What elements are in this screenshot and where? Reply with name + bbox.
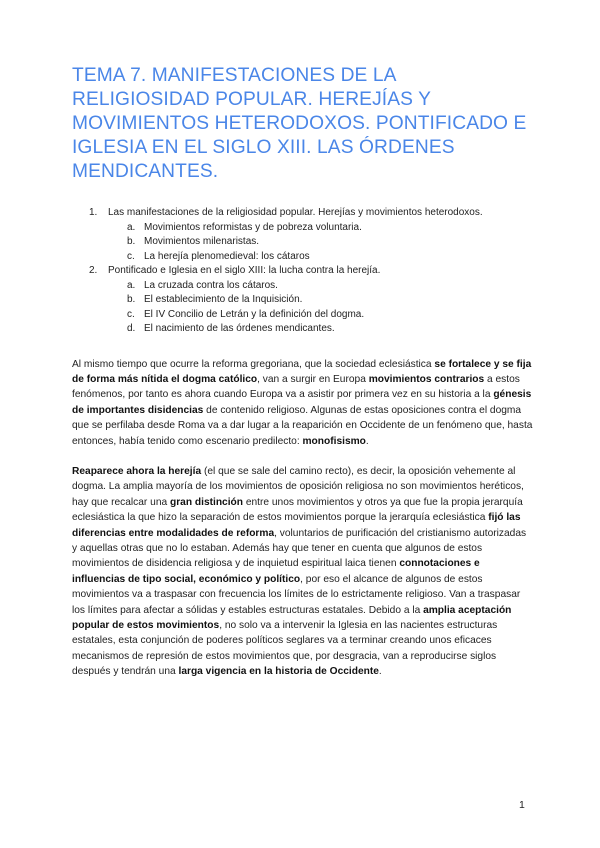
outline-subitem-text: El establecimiento de la Inquisición. — [144, 294, 303, 305]
outline-item — [72, 264, 534, 279]
outline-subitem-letter: a. — [127, 221, 136, 233]
bold-text: monofisismo — [302, 435, 366, 447]
outline-subitem-text: El nacimiento de las órdenes mendicantes. — [144, 323, 335, 334]
outline-subitem — [72, 221, 534, 236]
document-page — [72, 64, 534, 680]
outline-subitem-letter: c. — [127, 308, 135, 320]
outline-subitem — [72, 293, 534, 308]
bold-text: connotaciones e influencias de tipo social, económico y político — [72, 558, 480, 585]
text-run: a estos fenómenos, por tanto es ahora cuando Europa va a asistir por primera vez en su historia a la — [72, 373, 520, 401]
outline-item — [72, 206, 534, 221]
outline-subitem-letter: a. — [127, 279, 136, 291]
bold-text: génesis de importantes disidencias — [72, 389, 532, 416]
outline-item-number: 2. — [89, 265, 98, 276]
text-run: entre unos movimientos y otros ya que fue la propia jerarquía eclesiástica la que hizo la separación de estos movimientos porque la jerarquía eclesiástica — [72, 496, 523, 524]
outline-subitem-text: Movimientos milenaristas. — [144, 236, 260, 247]
outline-subitem — [72, 279, 534, 294]
outline-subitem-text: La cruzada contra los cátaros. — [144, 279, 278, 291]
bold-text: Reaparece ahora la herejía — [72, 465, 202, 477]
bold-text: fijó las diferencias entre modalidades de reforma — [72, 512, 521, 539]
text-run: , no solo va a intervenir la Iglesia en las nacientes estructuras estatales, esta conjunción de poderes políticos seglares va a terminar creando unos eficaces mecanismos de represión de estos movimientos que, por desgracia, van a reproducirse siglos después y tendrán una — [72, 620, 498, 678]
text-run: , por eso el alcance de algunos de estos movimientos va a traspasar con frecuencia los límites de lo estrictamente religioso. Van a traspasar los límites para afectar a sólidas y estables estructuras estatales. Debido a la — [72, 573, 521, 616]
outline-subitem-letter: d. — [127, 323, 136, 334]
text-run: . — [378, 666, 382, 678]
outline-item-number: 1. — [89, 207, 98, 218]
bold-text: movimientos contrarios — [368, 373, 485, 385]
outline-item-text: Las manifestaciones de la religiosidad popular. Herejías y movimientos heterodoxos. — [108, 207, 483, 218]
outline-subitem-letter: b. — [127, 294, 136, 305]
text-run: Al mismo tiempo que ocurre la reforma gregoriana, que la sociedad eclesiástica — [72, 358, 435, 370]
outline-subitem-text: El IV Concilio de Letrán y la definición del dogma. — [144, 308, 365, 320]
outline-subitem-letter: b. — [127, 236, 136, 247]
text-run: (el que se sale del camino recto), es decir, la oposición vehemente al dogma. La amplia mayoría de los movimientos de oposición religiosa no son movimientos heréticos, hay que recalcar una — [72, 465, 524, 508]
outline-subitem — [72, 250, 534, 265]
bold-text: gran distinción — [169, 496, 243, 508]
text-run: . — [365, 435, 369, 447]
outline-subitem — [72, 322, 534, 337]
text-run: , voluntarios de purificación del cristianismo autorizadas y aquellas otras que no lo estaban. Además hay que tener en cuenta que algunos de estos movimientos de disidencia religiosa y de inquietud espiritual laica tienen — [72, 527, 527, 570]
outline-subitem-text: Movimientos reformistas y de pobreza voluntaria. — [144, 221, 362, 233]
outline-subitem — [72, 308, 534, 323]
page-number: 1 — [519, 799, 525, 811]
outline-subitem-letter: c. — [127, 250, 135, 262]
outline-item-text: Pontificado e Iglesia en el siglo XIII: la lucha contra la herejía. — [108, 265, 381, 276]
bold-text: larga vigencia en la historia de Occidente — [178, 666, 379, 678]
outline-subitem-text: La herejía plenomedieval: los cátaros — [144, 250, 310, 262]
bold-text: amplia aceptación popular de estos movimientos — [72, 604, 512, 631]
outline-subitem — [72, 235, 534, 250]
document-title: TEMA 7. MANIFESTACIONES DE LA RELIGIOSIDAD POPULAR. HEREJÍAS Y MOVIMIENTOS HETERODOXOS. PONTIFICADO E IGLESIA EN EL SIGLO XIII. LAS ÓRDENES MENDICANTES. — [72, 65, 527, 182]
bold-text: se fortalece y se fija de forma más nítida el dogma católico — [72, 358, 532, 385]
table-of-contents — [72, 206, 534, 337]
paragraph-heresy — [72, 464, 534, 680]
text-run: , van a surgir en Europa — [257, 373, 369, 385]
paragraph-intro — [72, 357, 534, 449]
text-run: de contenido religioso. Algunas de estas oposiciones contra el dogma que se perfilaba desde Roma va a dar lugar a la reaparición en Occidente de un fenómeno que, hasta entonces, había tenido como escenario predilecto: — [72, 404, 533, 447]
